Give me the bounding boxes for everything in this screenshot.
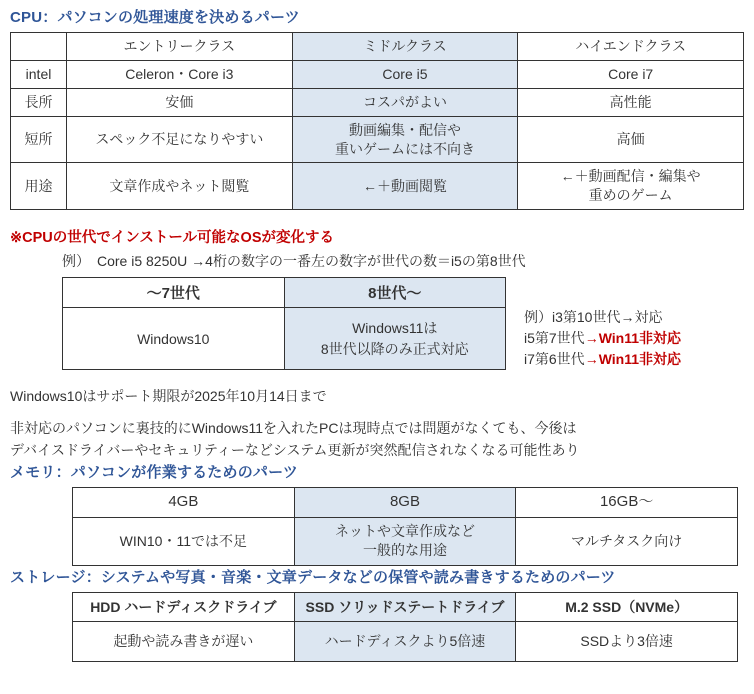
os-side-notes (524, 277, 681, 370)
cpu-col-middle: ミドルクラス (292, 33, 518, 61)
memory-cell-8gb: ネットや文章作成など 一般的な用途 (294, 517, 516, 565)
cpu-cell-cons-middle: 動画編集・配信や 重いゲームには不向き (292, 116, 518, 163)
os-note-heading: ※CPUの世代でインストール可能なOSが変化する (10, 230, 334, 247)
cpu-cell-pros-high: 高性能 (518, 88, 744, 116)
table-header-row (11, 33, 744, 61)
os-col-gen7: ～7世代 (63, 278, 285, 308)
os-cell-win10: Windows10 (63, 308, 285, 370)
os-side-line-3 (524, 349, 681, 370)
memory-col-8gb: 8GB (294, 488, 516, 517)
os-side-line-1: 例）i3第10世代→対応 (524, 309, 663, 326)
memory-table (72, 487, 738, 565)
storage-cell-m2ssd: SSDより3倍速 (516, 621, 738, 661)
os-col-gen8: 8世代～ (284, 278, 506, 308)
cpu-cell-intel-middle: Core i5 (292, 60, 518, 88)
os-table (62, 277, 506, 370)
os-side-line-2-red: →Win11非対応 (584, 330, 682, 347)
table-header-row (73, 488, 738, 517)
storage-cell-ssd: ハードディスクより5倍速 (294, 621, 516, 661)
storage-table (72, 592, 738, 662)
paragraph-support-deadline: Windows10はサポート期限が2025年10月14日まで (10, 388, 327, 405)
storage-col-hdd: HDD ハードディスクドライブ (73, 592, 295, 621)
table-header-row (73, 592, 738, 621)
memory-cell-4gb: WIN10・11では不足 (73, 517, 295, 565)
os-note-row (10, 277, 744, 370)
cpu-cell-pros-middle: コスパがよい (292, 88, 518, 116)
os-side-line-2-plain: i5第7世代 (524, 330, 585, 347)
cpu-corner-cell (11, 33, 67, 61)
cpu-row-label-intel: intel (11, 60, 67, 88)
cpu-table (10, 32, 744, 210)
memory-cell-16gb: マルチタスク向け (516, 517, 738, 565)
cpu-cell-intel-high: Core i7 (518, 60, 744, 88)
storage-col-ssd: SSD ソリッドステートドライブ (294, 592, 516, 621)
os-note-example: 例） Core i5 8250U →4桁の数字の一番左の数字が世代の数＝i5の第8世代 (62, 253, 526, 270)
os-side-line-3-plain: i7第6世代 (524, 351, 585, 368)
table-header-row (63, 278, 506, 308)
cpu-cell-pros-entry: 安価 (67, 88, 293, 116)
cpu-col-high: ハイエンドクラス (518, 33, 744, 61)
table-row (11, 88, 744, 116)
cpu-cell-usage-middle: ←＋動画閲覧 (292, 163, 518, 210)
cpu-row-label-cons: 短所 (11, 116, 67, 163)
cpu-cell-usage-entry: 文章作成やネット閲覧 (67, 163, 293, 210)
os-cell-win11: Windows11は 8世代以降のみ正式対応 (284, 308, 506, 370)
cpu-cell-usage-high: ←＋動画配信・編集や 重めのゲーム (518, 163, 744, 210)
paragraph-unsupported-1: 非対応のパソコンに裏技的にWindows11を入れたPCは現時点では問題がなくても、今後は (10, 419, 577, 436)
table-row (73, 517, 738, 565)
memory-heading: メモリ：パソコンが作業するためのパーツ (10, 464, 298, 482)
cpu-heading: CPU：パソコンの処理速度を決めるパーツ (10, 9, 300, 26)
storage-heading: ストレージ：システムや写真・音楽・文章データなどの保管や読み書きするためのパーツ (10, 568, 616, 586)
os-side-line-2 (524, 328, 681, 349)
table-row (11, 163, 744, 210)
memory-col-16gb: 16GB～ (516, 488, 738, 517)
cpu-row-label-usage: 用途 (11, 163, 67, 210)
table-row (73, 621, 738, 661)
cpu-row-label-pros: 長所 (11, 88, 67, 116)
memory-col-4gb: 4GB (73, 488, 295, 517)
paragraph-unsupported-2: デバイスドライバーやセキュリティーなどシステム更新が突然配信されなくなる可能性あり (10, 441, 580, 458)
cpu-col-entry: エントリークラス (67, 33, 293, 61)
storage-cell-hdd: 起動や読み書きが遅い (73, 621, 295, 661)
cpu-cell-cons-entry: スペック不足になりやすい (67, 116, 293, 163)
os-side-line-3-red: →Win11非対応 (584, 351, 682, 368)
cpu-cell-cons-high: 高価 (518, 116, 744, 163)
table-row (11, 116, 744, 163)
table-row (11, 60, 744, 88)
table-row (63, 308, 506, 370)
cpu-cell-intel-entry: Celeron・Core i3 (67, 60, 293, 88)
storage-col-m2ssd: M.2 SSD（NVMe） (516, 592, 738, 621)
